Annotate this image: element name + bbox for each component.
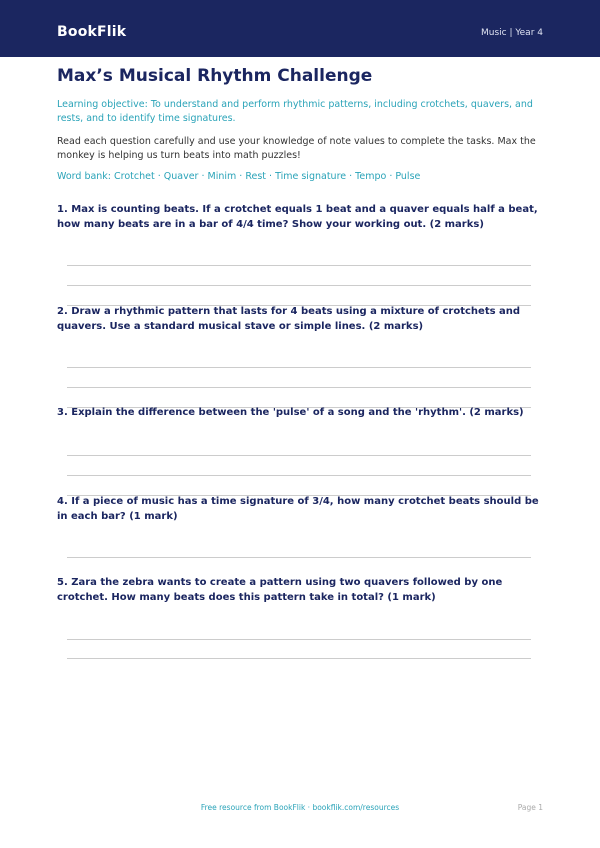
answer-line (67, 367, 531, 368)
brand-logo-text[interactable]: BookFlik (57, 24, 127, 40)
page-title: Max’s Musical Rhythm Challenge (57, 66, 373, 86)
answer-area[interactable] (57, 550, 543, 570)
answer-area[interactable] (57, 632, 543, 662)
answer-area[interactable] (57, 258, 543, 308)
answer-line (67, 455, 531, 456)
answer-line (67, 639, 531, 640)
question-text: 1. Max is counting beats. If a crotchet equals 1 beat and a quaver equals half a beat, how many beats are in a bar of 4/4 time? Show your working out. (2 marks) (57, 204, 538, 230)
question-text: 5. Zara the zebra wants to create a pattern using two quavers followed by one crotchet. How many beats does this pattern take in total? (1 mark) (57, 577, 503, 603)
question-text: 2. Draw a rhythmic pattern that lasts for 4 beats using a mixture of crotchets and quavers. Use a standard musical stave or simple lines. (2 marks) (57, 306, 521, 332)
page-header (0, 0, 600, 57)
answer-line (67, 475, 531, 476)
answer-line (67, 387, 531, 388)
footer-resource-link[interactable]: Free resource from BookFlik · bookflik.com/resources (200, 803, 400, 812)
answer-line (67, 658, 531, 659)
subject-year-label: Music | Year 4 (480, 28, 543, 38)
answer-area[interactable] (57, 360, 543, 410)
worksheet-intro (57, 64, 543, 184)
question-block (57, 575, 543, 605)
page-number: Page 1 (517, 803, 543, 812)
question-text: 3. Explain the difference between the 'pulse' of a song and the 'rhythm'. (2 marks) (57, 407, 524, 418)
word-bank: Word bank: Crotchet · Quaver · Minim · Rest · Time signature · Tempo · Pulse (57, 171, 421, 182)
instructions-text: Read each question carefully and use your knowledge of note values to complete the tasks. Max the monkey is helping us turn beats into math puzzles! (57, 136, 536, 161)
answer-line (67, 285, 531, 286)
question-block (57, 494, 543, 524)
question-text: 4. If a piece of music has a time signature of 3/4, how many crotchet beats should be in each bar? (1 mark) (57, 496, 539, 522)
question-block (57, 304, 543, 334)
answer-line (67, 265, 531, 266)
answer-line (67, 557, 531, 558)
question-block (57, 202, 543, 232)
question-block (57, 405, 543, 420)
learning-objective: Learning objective: To understand and perform rhythmic patterns, including crotchets, quavers, and rests, and to identify time signatures. (57, 99, 533, 124)
answer-area[interactable] (57, 448, 543, 498)
